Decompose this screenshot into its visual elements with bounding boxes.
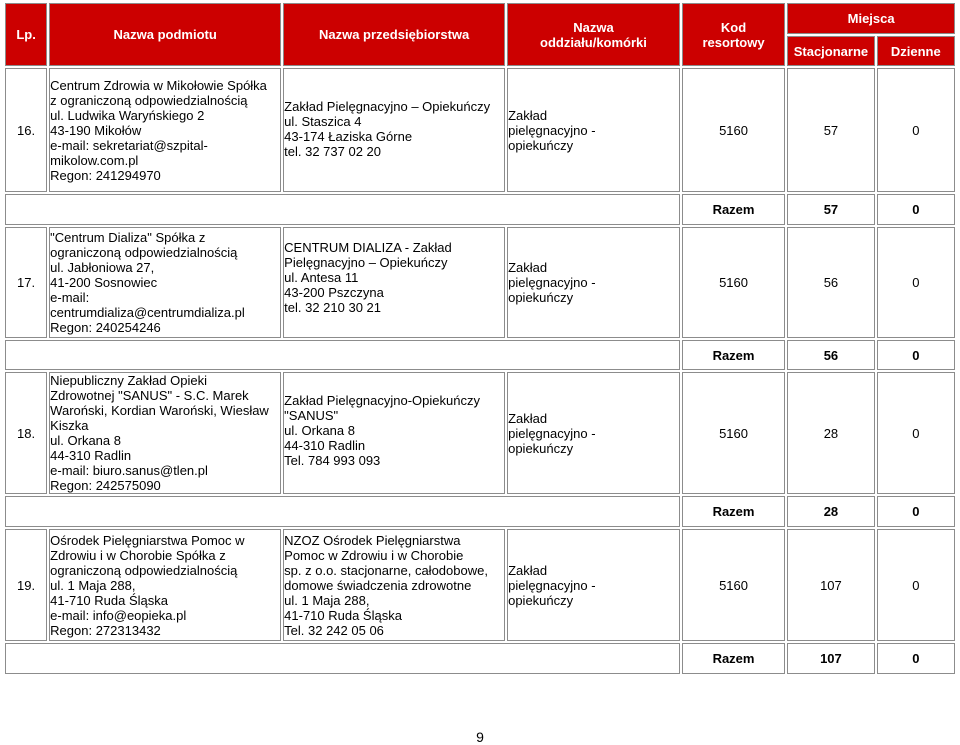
row-przedsiebiorstwo (283, 68, 505, 192)
podmiot-text: "Centrum Dializa" Spółka z ograniczoną odpowiedzialnością ul. Jabłoniowa 27, 41-200 Sosnowiec e-mail: centrumdializa@centrumdializa.pl Regon: 240254246 (50, 230, 245, 335)
row-stacjonarne: 56 (787, 227, 874, 338)
razem-label: Razem (682, 340, 785, 370)
header-kod-resortowy: Kod resortowy (682, 3, 785, 66)
row-przedsiebiorstwo (283, 372, 505, 494)
razem-blank (5, 194, 680, 225)
table-row (5, 68, 955, 192)
row-podmiot (49, 227, 281, 338)
header-nazwa-przedsiebiorstwa: Nazwa przedsiębiorstwa (283, 3, 505, 66)
row-podmiot (49, 529, 281, 641)
row-przedsiebiorstwo (283, 529, 505, 641)
row-dzienne: 0 (877, 372, 955, 494)
table-row (5, 227, 955, 338)
przedsiebiorstwo-text: NZOZ Ośrodek Pielęgniarstwa Pomoc w Zdrowiu i w Chorobie sp. z o.o. stacjonarne, całodobowe, domowe świadczenia zdrowotne ul. 1 Maja 288, 41-710 Ruda Śląska Tel. 32 242 05 06 (284, 532, 488, 638)
podmiot-text: Ośrodek Pielęgniarstwa Pomoc w Zdrowiu i w Chorobie Spółka z ograniczoną odpowiedzialnością ul. 1 Maja 288, 41-710 Ruda Śląska e-mail: info@eopieka.pl Regon: 272313432 (50, 532, 245, 638)
oddzial-text: Zakład pielęgnacyjno - opiekuńczy (508, 562, 596, 608)
header-dzienne: Dzienne (877, 36, 955, 66)
razem-label: Razem (682, 194, 785, 225)
row-kod: 5160 (682, 372, 785, 494)
razem-dzienne: 0 (877, 643, 955, 674)
page-number: 9 (476, 729, 484, 745)
row-oddzial (507, 227, 680, 338)
przedsiebiorstwo-text: Zakład Pielęgnacyjno – Opiekuńczy ul. Staszica 4 43-174 Łaziska Górne tel. 32 737 02 20 (284, 99, 491, 159)
razem-stacjonarne: 28 (787, 496, 874, 527)
razem-dzienne: 0 (877, 194, 955, 225)
razem-row (5, 643, 955, 674)
razem-blank (5, 643, 680, 674)
row-kod: 5160 (682, 68, 785, 192)
razem-blank (5, 496, 680, 527)
row-kod: 5160 (682, 227, 785, 338)
razem-row (5, 496, 955, 527)
przedsiebiorstwo-text: CENTRUM DIALIZA - Zakład Pielęgnacyjno – Opiekuńczy ul. Antesa 11 43-200 Pszczyna tel. 32 210 30 21 (284, 240, 452, 315)
razem-dzienne: 0 (877, 496, 955, 527)
row-dzienne: 0 (877, 227, 955, 338)
table-row (5, 372, 955, 494)
row-stacjonarne: 57 (787, 68, 874, 192)
razem-label: Razem (682, 496, 785, 527)
header-stacjonarne: Stacjonarne (787, 36, 874, 66)
razem-stacjonarne: 56 (787, 340, 874, 370)
header-nazwa-oddzialu: Nazwa oddziału/komórki (507, 3, 680, 66)
row-stacjonarne: 107 (787, 529, 874, 641)
oddzial-text: Zakład pielęgnacyjno - opiekuńczy (508, 410, 596, 456)
oddzial-text: Zakład pielęgnacyjno - opiekuńczy (508, 107, 596, 153)
row-dzienne: 0 (877, 68, 955, 192)
row-podmiot (49, 68, 281, 192)
header-lp: Lp. (5, 3, 47, 66)
row-przedsiebiorstwo (283, 227, 505, 338)
row-lp: 17. (5, 227, 47, 338)
podmiot-text: Niepubliczny Zakład Opieki Zdrowotnej "SANUS" - S.C. Marek Waroński, Kordian Waroński, Wiesław Kiszka ul. Orkana 8 44-310 Radlin e-mail: biuro.sanus@tlen.pl Regon: 242575090 (50, 373, 269, 493)
razem-row (5, 194, 955, 225)
row-dzienne: 0 (877, 529, 955, 641)
row-lp: 16. (5, 68, 47, 192)
podmiot-text: Centrum Zdrowia w Mikołowie Spółka z ograniczoną odpowiedzialnością ul. Ludwika Waryńskiego 2 43-190 Mikołów e-mail: sekretariat@szpital- mikolow.com.pl Regon: 241294970 (50, 77, 267, 183)
header-nazwa-podmiotu: Nazwa podmiotu (49, 3, 281, 66)
table-row (5, 529, 955, 641)
razem-stacjonarne: 57 (787, 194, 874, 225)
row-lp: 18. (5, 372, 47, 494)
row-stacjonarne: 28 (787, 372, 874, 494)
facilities-table (3, 1, 957, 676)
row-oddzial (507, 68, 680, 192)
row-oddzial (507, 529, 680, 641)
row-podmiot (49, 372, 281, 494)
row-lp: 19. (5, 529, 47, 641)
razem-label: Razem (682, 643, 785, 674)
przedsiebiorstwo-text: Zakład Pielęgnacyjno-Opiekuńczy "SANUS" ul. Orkana 8 44-310 Radlin Tel. 784 993 093 (284, 393, 480, 468)
razem-stacjonarne: 107 (787, 643, 874, 674)
header-miejsca: Miejsca (787, 3, 955, 34)
row-kod: 5160 (682, 529, 785, 641)
razem-blank (5, 340, 680, 370)
row-oddzial (507, 372, 680, 494)
oddzial-text: Zakład pielęgnacyjno - opiekuńczy (508, 260, 596, 305)
razem-dzienne: 0 (877, 340, 955, 370)
razem-row (5, 340, 955, 370)
